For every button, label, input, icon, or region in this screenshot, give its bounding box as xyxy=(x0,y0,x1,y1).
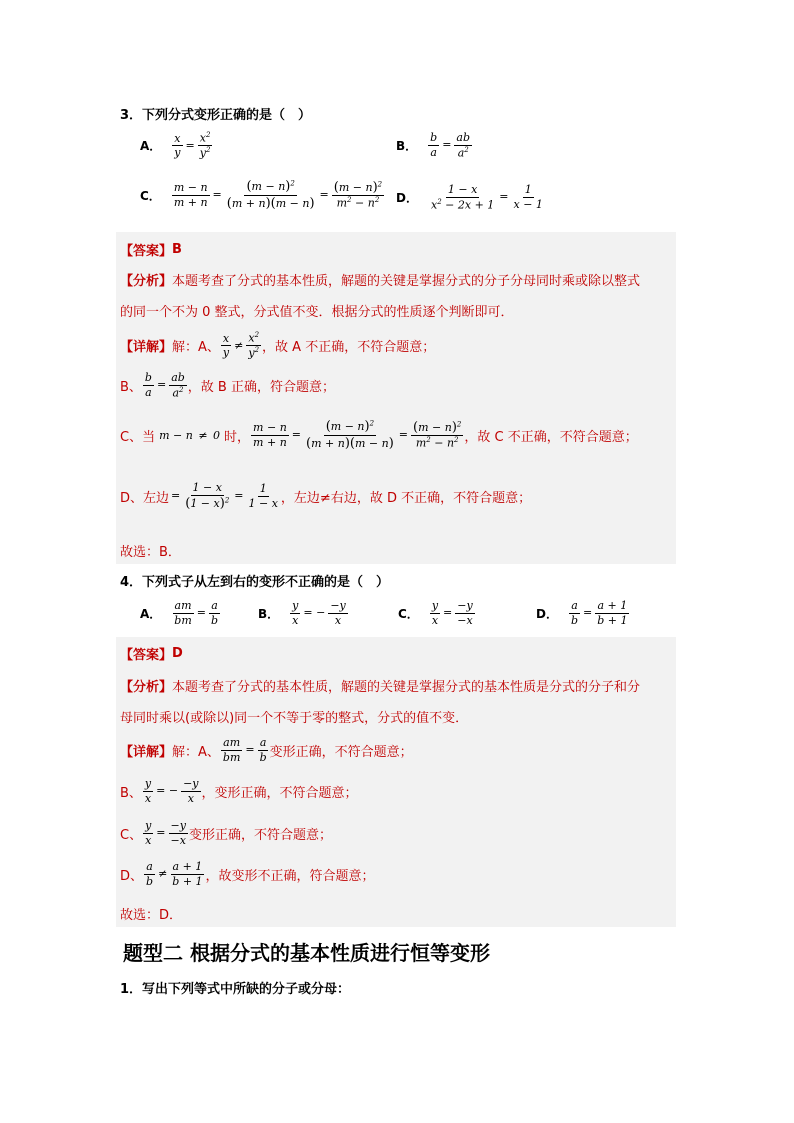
q3-detail-c-condition: m − n ≠ 0 xyxy=(159,428,221,442)
q4-option-a-formula: $\frac{am}{bm}$ = $\frac{a}{b}$ xyxy=(174,599,219,627)
option-label: C． xyxy=(398,606,419,621)
q3-detail-d-formula: = $\frac{1 - x}{(1 - x)^2}$ = $\frac{1}{1 - x}$ xyxy=(171,481,278,511)
q3-option-c xyxy=(140,180,385,210)
q4-detail-c-formula: $\frac{y}{x}$ = $\frac{-y}{-x}$ xyxy=(145,819,186,847)
detail-text: ，故变形不正确，符合题意； xyxy=(205,868,375,884)
q3-conclusion: 故选：B． xyxy=(120,545,181,560)
answer-value: B xyxy=(172,242,182,257)
detail-text: 解：A、 xyxy=(172,340,220,356)
q3-detail-d xyxy=(120,482,531,510)
next-question-stem: 1．写出下列等式中所缺的分子或分母： xyxy=(120,982,351,997)
option-label: A． xyxy=(140,139,162,154)
q4-option-b-formula: $\frac{y}{x}$ = − $\frac{-y}{x}$ xyxy=(292,599,346,627)
q3-analysis-line-1 xyxy=(120,270,640,289)
q4-detail-a xyxy=(120,737,413,763)
detail-text: ，故 C 不正确，不符合题意； xyxy=(464,429,638,445)
q4-detail-c xyxy=(120,820,332,846)
q4-option-c-formula: $\frac{y}{x}$ = $\frac{-y}{-x}$ xyxy=(431,599,473,627)
q4-option-a xyxy=(140,600,221,626)
q3-option-d xyxy=(396,184,546,211)
q4-detail-a-formula: $\frac{am}{bm}$ = $\frac{a}{b}$ xyxy=(222,736,267,764)
detail-text: ，故 A 不正确，不符合题意； xyxy=(262,340,436,356)
detail-text: ，故 B 正确，符合题意； xyxy=(187,379,335,395)
detail-text: 变形正确，不符合题意； xyxy=(269,744,413,760)
q4-detail-b xyxy=(120,778,358,804)
analysis-text: 本题考查了分式的基本性质，解题的关键是掌握分式的分子分母同时乘或除以整式 xyxy=(172,274,641,289)
detail-text: ，左边≠右边，故 D 不正确，不符合题意； xyxy=(280,490,532,506)
q3-option-b xyxy=(396,132,473,159)
option-label: B． xyxy=(396,138,418,153)
question-4-stem: 4．下列式子从左到右的变形不正确的是（ ） xyxy=(120,575,390,590)
detail-text: B、 xyxy=(120,785,142,801)
q3-analysis-line-2: 的同一个不为 0 整式，分式值不变．根据分式的性质逐个判断即可． xyxy=(120,305,514,320)
section-title: 题型二 根据分式的基本性质进行恒等变形 xyxy=(123,941,490,965)
question-3-stem: 3．下列分式变形正确的是（ ） xyxy=(120,108,312,123)
q3-option-a xyxy=(140,132,213,159)
detail-text: C、 xyxy=(120,827,143,843)
q3-option-c-formula: $\frac{m - n}{m + n}$ = $\frac{(m - n)^2}{(m + n)(m - n)}$ = $\frac{(m - n)^2}{m^2 - n^2}$ xyxy=(173,179,383,211)
q4-detail-b-formula: $\frac{y}{x}$ = − $\frac{-y}{x}$ xyxy=(144,777,199,805)
q4-option-d xyxy=(536,600,630,626)
q3-option-b-formula: $\frac{b}{a}$ = $\frac{ab}{a^2}$ xyxy=(430,131,471,160)
q4-analysis-line-1 xyxy=(120,676,640,695)
detail-text: D、左边 xyxy=(120,490,170,506)
option-label: C． xyxy=(140,188,161,203)
detail-text: C、当 xyxy=(120,429,156,445)
option-label: D． xyxy=(396,190,418,205)
analysis-tag: 【分析】 xyxy=(120,680,173,695)
q3-detail-c xyxy=(120,420,638,450)
option-label: B． xyxy=(258,606,280,621)
answer-tag: 【答案】 xyxy=(120,648,173,663)
q3-option-d-formula: $\frac{1 - x}{x^2 - 2x + 1}$ = $\frac{1}{x - 1}$ xyxy=(430,183,543,212)
detail-tag: 【详解】 xyxy=(120,340,173,356)
option-label: A． xyxy=(140,606,162,621)
q4-option-c xyxy=(398,600,476,626)
q4-option-d-formula: $\frac{a}{b}$ = $\frac{a + 1}{b + 1}$ xyxy=(570,599,628,627)
q4-answer xyxy=(120,644,183,663)
answer-value: D xyxy=(172,646,183,661)
detail-text: B、 xyxy=(120,379,142,395)
detail-text: 变形正确，不符合题意； xyxy=(188,827,332,843)
detail-text: ，变形正确，不符合题意； xyxy=(201,785,358,801)
q4-option-b xyxy=(258,600,349,626)
detail-text: 解：A、 xyxy=(172,744,220,760)
q4-detail-d xyxy=(120,861,375,887)
q3-detail-b-formula: $\frac{b}{a}$ = $\frac{ab}{a^2}$ xyxy=(144,371,185,400)
q3-answer xyxy=(120,240,182,259)
q3-detail-c-formula: $\frac{m - n}{m + n}$ = $\frac{(m - n)^2}{(m + n)(m - n)}$ = $\frac{(m - n)^2}{m^2 - n^2}$ xyxy=(253,419,462,451)
detail-text: D、 xyxy=(120,868,144,884)
q3-detail-b xyxy=(120,372,335,399)
q3-detail-a-formula: $\frac{x}{y}$ ≠ $\frac{x^2}{y^2}$ xyxy=(222,331,260,360)
q4-analysis-line-2: 母同时乘以(或除以)同一个不等于零的整式，分式的值不变． xyxy=(120,711,469,726)
answer-tag: 【答案】 xyxy=(120,244,173,259)
analysis-tag: 【分析】 xyxy=(120,274,173,289)
q4-detail-d-formula: $\frac{a}{b}$ ≠ $\frac{a + 1}{b + 1}$ xyxy=(146,860,203,888)
analysis-text: 本题考查了分式的基本性质，解题的关键是掌握分式的基本性质是分式的分子和分 xyxy=(172,680,641,695)
detail-text: 时， xyxy=(224,429,251,445)
q3-detail-a xyxy=(120,332,435,359)
option-label: D． xyxy=(536,606,558,621)
detail-tag: 【详解】 xyxy=(120,744,173,760)
q4-conclusion: 故选：D． xyxy=(120,908,183,923)
q3-option-a-formula: $\frac{x}{y}$ = $\frac{x^2}{y^2}$ xyxy=(174,131,211,160)
